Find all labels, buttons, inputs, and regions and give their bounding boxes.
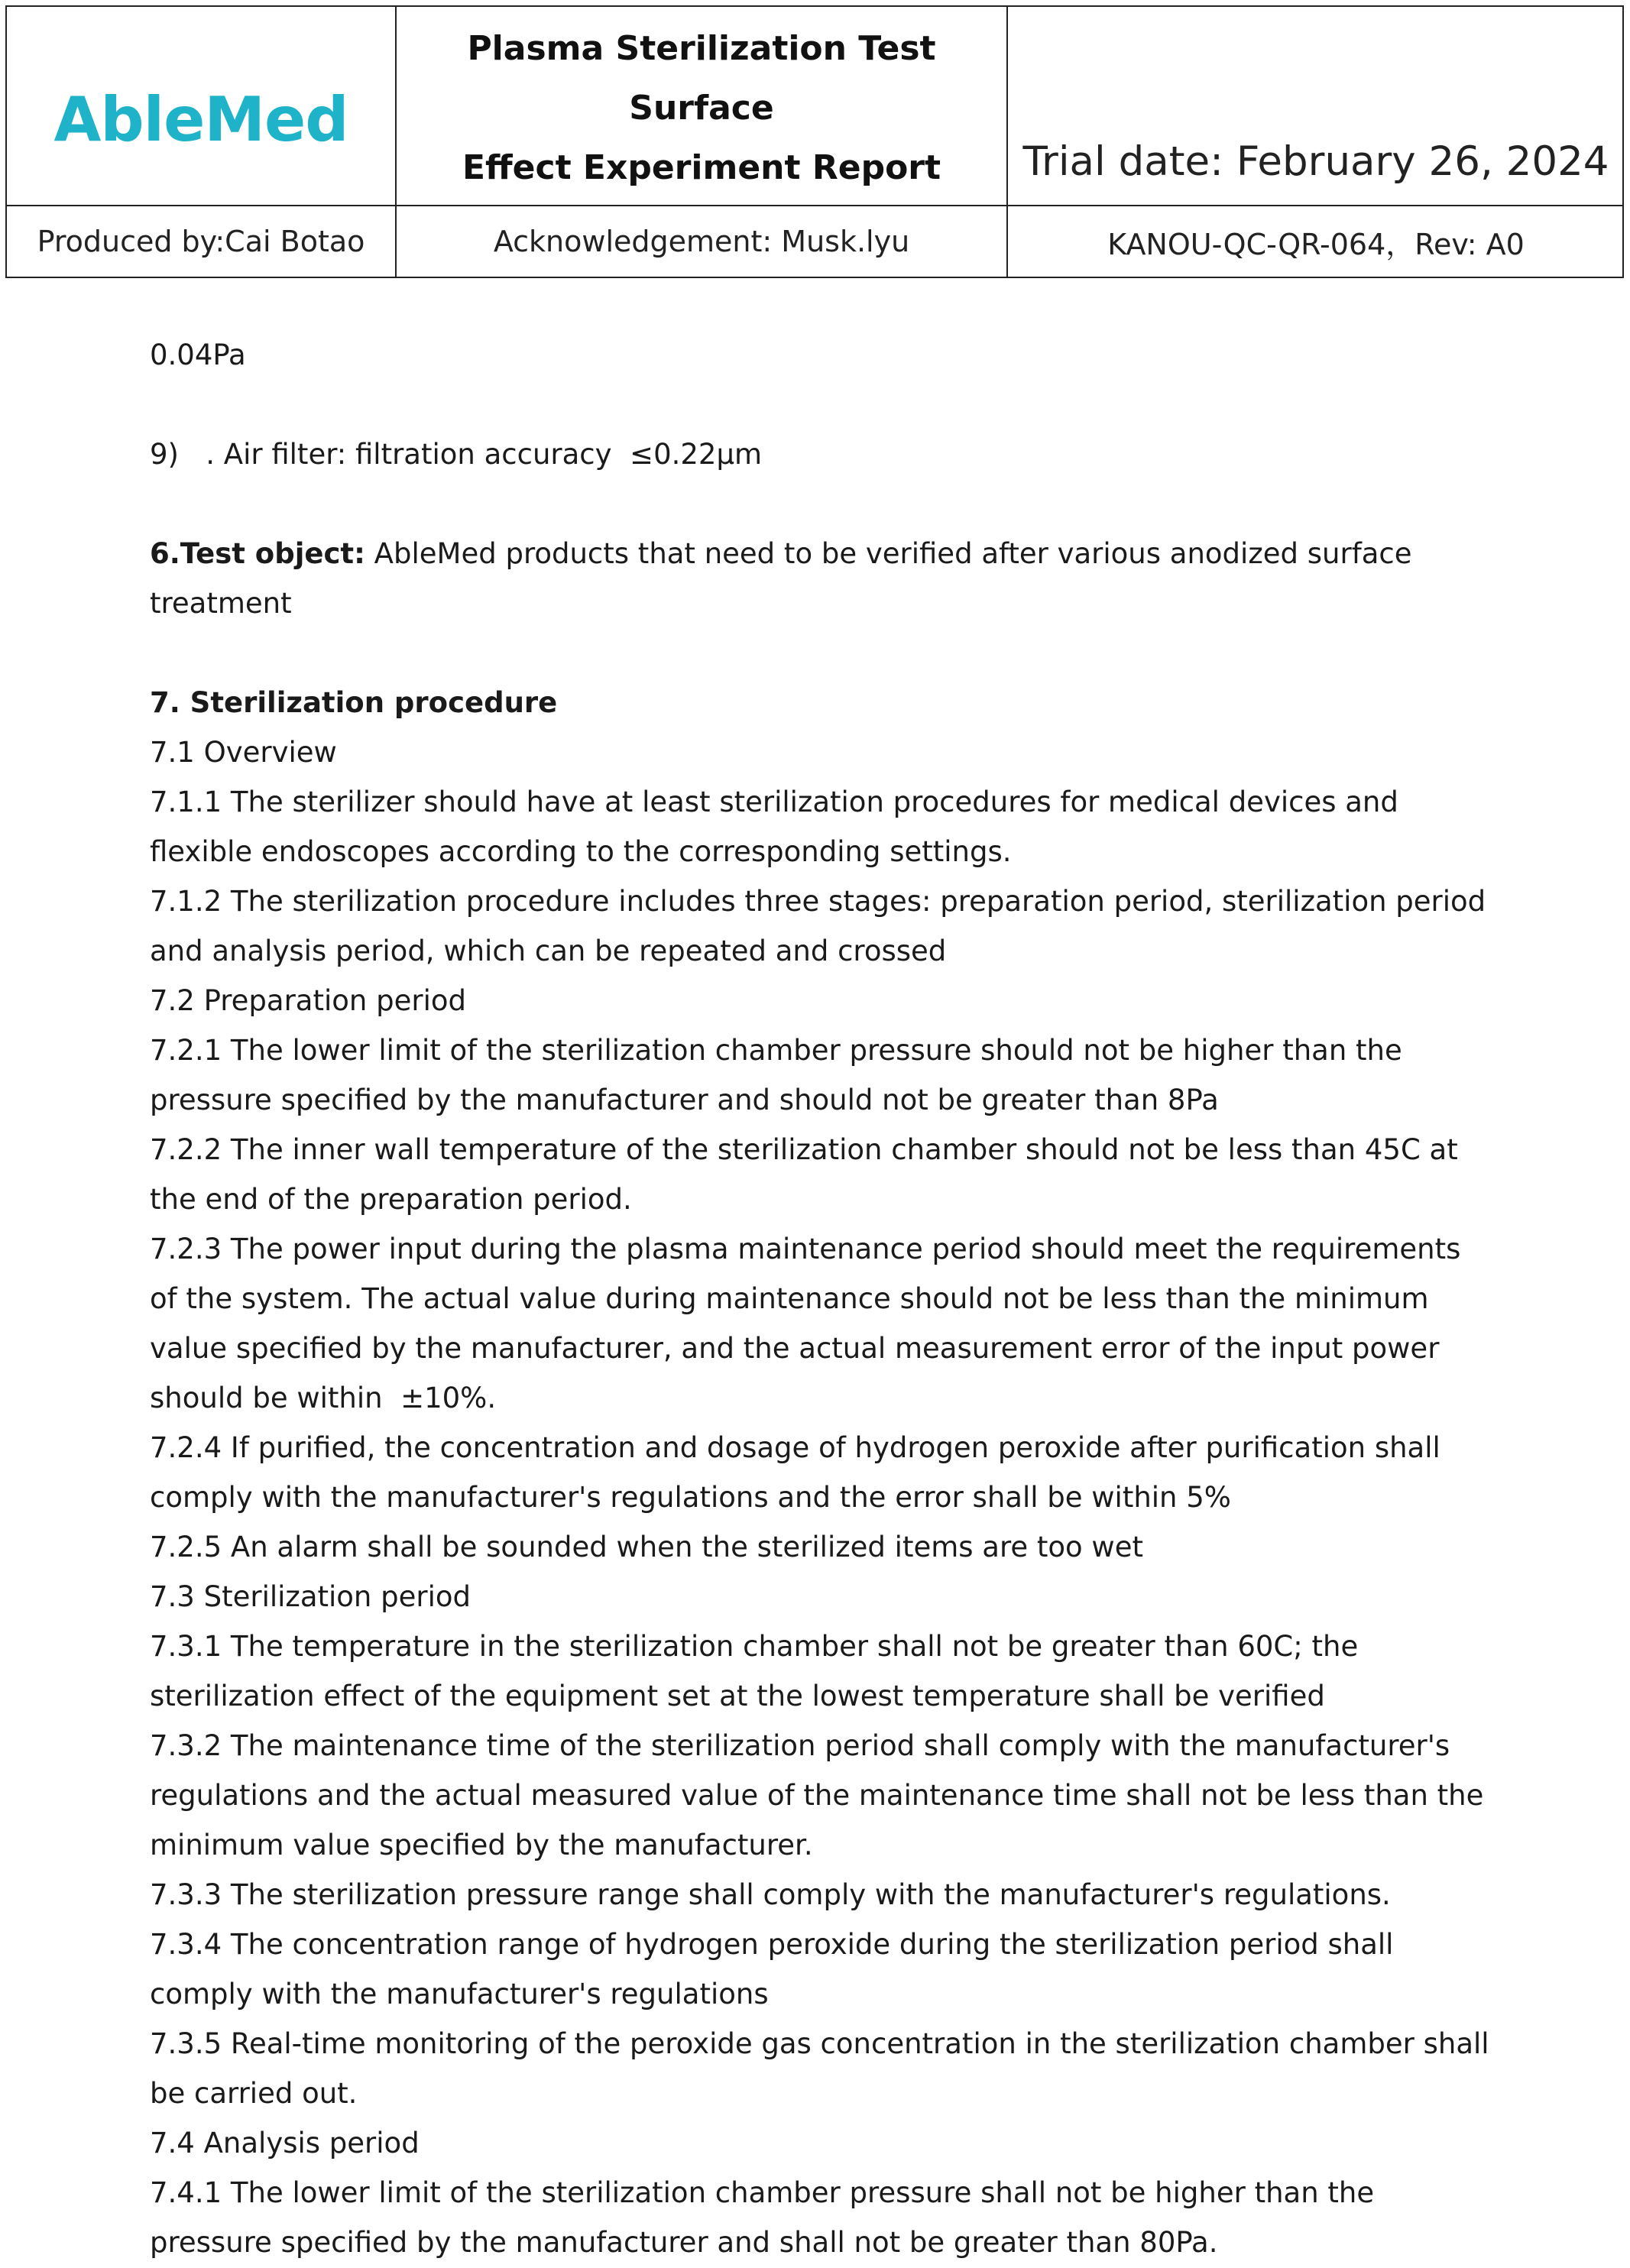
document-number-cell: [1008, 206, 1624, 277]
paragraph-7-2-1: 7.2.1 The lower limit of the sterilization chamber pressure should not be higher than the pressure specified by the manufacturer and should not be greater than 8Pa: [150, 1034, 1402, 1116]
test-object-text: AbleMed products that need to be verified after various anodized surface treatment: [150, 537, 1412, 620]
paragraph-7-1-1: 7.1.1 The sterilizer should have at least sterilization procedures for medical devices and flexible endoscopes according to the corresponding settings.: [150, 786, 1398, 868]
paragraph-7-2-2: 7.2.2 The inner wall temperature of the sterilization chamber should not be less than 45C at the end of the preparation period.: [150, 1133, 1458, 1216]
paragraph-7-3-5: 7.3.5 Real-time monitoring of the peroxide gas concentration in the sterilization chamber shall be carried out.: [150, 2027, 1489, 2110]
report-header-table: [5, 5, 1624, 278]
paragraph-7-3-4: 7.3.4 The concentration range of hydrogen peroxide during the sterilization period shall comply with the manufacturer's regulations: [150, 1928, 1394, 2010]
paragraph-7-4: 7.4 Analysis period: [150, 2127, 420, 2159]
title-cell: [397, 7, 1006, 205]
section-7-heading: 7. Sterilization procedure: [150, 686, 558, 719]
report-title: [397, 19, 1006, 198]
acknowledgement: Acknowledgement: Musk.lyu: [493, 225, 910, 258]
paragraph-7-2: 7.2 Preparation period: [150, 984, 466, 1017]
pressure-continuation: 0.04Pa: [150, 339, 246, 371]
trial-date: Trial date: February 26, 2024: [1022, 138, 1609, 185]
test-object-paragraph: [150, 529, 1495, 628]
paragraph-7-1: 7.1 Overview: [150, 736, 337, 769]
trial-date-cell: [1008, 7, 1624, 205]
produced-by: Produced by:Cai Botao: [37, 225, 365, 258]
ablemed-logo: [54, 84, 348, 155]
logo-text-med: Med: [204, 84, 348, 155]
document-number: KANOU-QC-QR-064，Rev: A0: [1107, 227, 1525, 261]
produced-by-cell: [7, 206, 395, 277]
paragraph-7-3-3: 7.3.3 The sterilization pressure range shall comply with the manufacturer's regulations.: [150, 1878, 1391, 1911]
paragraph-7-2-3: 7.2.3 The power input during the plasma maintenance period should meet the requirements of the system. The actual value during maintenance should not be less than the minimum value specified by the manufacturer, and the actual measurement error of the input power should be within ±10%.: [150, 1233, 1461, 1414]
logo-text-able: Able: [53, 84, 205, 155]
acknowledgement-cell: [397, 206, 1006, 277]
paragraph-7-3: 7.3 Sterilization period: [150, 1580, 472, 1613]
logo-cell: [7, 7, 395, 205]
paragraph-7-2-5: 7.2.5 An alarm shall be sounded when the sterilized items are too wet: [150, 1531, 1143, 1563]
paragraph-7-3-1: 7.3.1 The temperature in the sterilization chamber shall not be greater than 60C; the sterilization effect of the equipment set at the lowest temperature shall be verified: [150, 1630, 1359, 1712]
paragraph-7-1-2: 7.1.2 The sterilization procedure includes three stages: preparation period, sterilization period and analysis period, which can be repeated and crossed: [150, 885, 1486, 967]
paragraph-7-4-1: 7.4.1 The lower limit of the sterilization chamber pressure shall not be higher than the pressure specified by the manufacturer and shall not be greater than 80Pa.: [150, 2176, 1375, 2259]
test-object-label: 6.Test object:: [150, 537, 365, 570]
report-body: [150, 330, 1495, 2267]
paragraph-7-3-2: 7.3.2 The maintenance time of the sterilization period shall comply with the manufacturer's regulations and the actual measured value of the maintenance time shall not be less than the minimum value specified by the manufacturer.: [150, 1729, 1484, 1861]
paragraph-7-2-4: 7.2.4 If purified, the concentration and dosage of hydrogen peroxide after purification shall comply with the manufacturer's regulations and the error shall be within 5%: [150, 1431, 1440, 1514]
report-title-line-2: Effect Experiment Report: [462, 148, 941, 187]
item-9-air-filter: 9) . Air filter: filtration accuracy ≤0.22μm: [150, 438, 763, 471]
report-title-line-1: Plasma Sterilization Test Surface: [467, 29, 936, 128]
